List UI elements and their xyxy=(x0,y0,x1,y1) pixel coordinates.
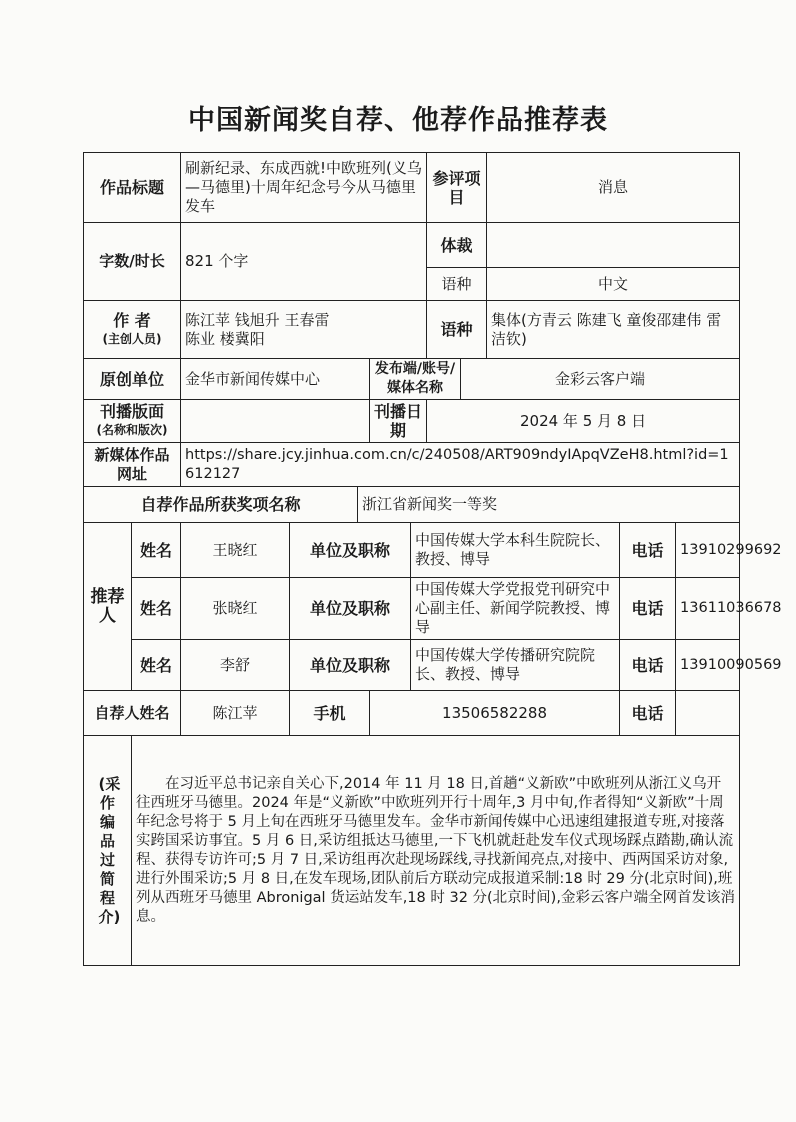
recommender-unit-label: 单位及职称 xyxy=(290,640,411,691)
recommender-name-label: 姓名 xyxy=(132,578,181,640)
recommender-3-phone: 13910090569 xyxy=(676,640,740,691)
publish-terminal-label: 发布端/账号/媒体名称 xyxy=(370,359,461,400)
page-section-label-main: 刊播版面 xyxy=(100,402,165,421)
award-name-value: 浙江省新闻奖一等奖 xyxy=(358,487,740,523)
self-phone-value xyxy=(676,691,740,736)
recommender-name-label: 姓名 xyxy=(132,640,181,691)
authors-line-1: 陈江苹 钱旭升 王春雷 xyxy=(185,310,330,329)
publish-date-value: 2024 年 5 月 8 日 xyxy=(427,400,740,443)
original-unit-value: 金华市新闻传媒中心 xyxy=(181,359,370,400)
genre-label: 体裁 xyxy=(427,223,487,268)
self-mobile-value: 13506582288 xyxy=(370,691,620,736)
author-label xyxy=(84,301,181,359)
new-media-url-value: https://share.jcy.jinhua.com.cn/c/240508/ART909ndyIApqVZeH8.html?id=1612127 xyxy=(181,443,740,487)
recommender-3-name: 李舒 xyxy=(181,640,290,691)
recommender-unit-label: 单位及职称 xyxy=(290,578,411,640)
eval-item-label: 参评项目 xyxy=(427,153,487,223)
recommender-1-name: 王晓红 xyxy=(181,523,290,578)
work-title-value: 刷新纪录、东成西就!中欧班列(义乌—马德里)十周年纪念号今从马德里发车 xyxy=(181,153,427,223)
self-phone-label: 电话 xyxy=(620,691,676,736)
authors-line-2: 陈业 楼冀阳 xyxy=(185,329,265,348)
language-small-value: 中文 xyxy=(487,268,740,301)
author-label-main: 作 者 xyxy=(113,310,151,330)
recommender-label: 推荐人 xyxy=(84,523,132,691)
page-section-label-sub: (名称和版次) xyxy=(96,423,168,437)
recommender-2-phone: 13611036678 xyxy=(676,578,740,640)
recommender-1-phone: 13910299692 xyxy=(676,523,740,578)
word-count-value: 821 个字 xyxy=(181,223,427,301)
new-media-url-label: 新媒体作品网址 xyxy=(84,443,181,487)
recommender-unit-label: 单位及职称 xyxy=(290,523,411,578)
genre-value xyxy=(487,223,740,268)
language-label: 语种 xyxy=(427,301,487,359)
publish-date-label: 刊播日期 xyxy=(370,400,427,443)
eval-item-value: 消息 xyxy=(487,153,740,223)
recommender-3-unit: 中国传媒大学传播研究院院长、教授、博导 xyxy=(411,640,620,691)
page-section-value xyxy=(181,400,370,443)
process-label-text: (采作编品过简程介) xyxy=(98,774,121,926)
recommender-name-label: 姓名 xyxy=(132,523,181,578)
recommender-1-unit: 中国传媒大学本科生院院长、教授、博导 xyxy=(411,523,620,578)
recommender-phone-label: 电话 xyxy=(620,640,676,691)
word-count-label: 字数/时长 xyxy=(84,223,181,301)
publish-terminal-value: 金彩云客户端 xyxy=(461,359,740,400)
authors-value xyxy=(181,301,427,359)
recommender-2-unit: 中国传媒大学党报党刊研究中心副主任、新闻学院教授、博导 xyxy=(411,578,620,640)
self-recommender-label: 自荐人姓名 xyxy=(84,691,181,736)
mobile-label: 手机 xyxy=(290,691,370,736)
self-recommender-name: 陈江苹 xyxy=(181,691,290,736)
recommender-phone-label: 电话 xyxy=(620,578,676,640)
page-section-label xyxy=(84,400,181,443)
language-value: 集体(方青云 陈建飞 童俊邵建伟 雷洁钦) xyxy=(487,301,740,359)
process-label xyxy=(84,736,132,966)
form-title: 中国新闻奖自荐、他荐作品推荐表 xyxy=(188,105,608,136)
language-small-label: 语种 xyxy=(427,268,487,301)
author-label-sub: (主创人员) xyxy=(102,331,162,346)
process-description: 在习近平总书记亲自关心下,2014 年 11 月 18 日,首趟“义新欧”中欧班列从浙江义乌开往西班牙马德里。2024 年是“义新欧”中欧班列开行十周年,3 月中旬,作者得知“义新欧”十周年纪念号将于 5 月上旬在西班牙马德里发车。金华市新闻传媒中心迅速组建报道专班,对接落实跨国采访事宜。5 月 6 日,采访组抵达马德里,一下飞机就赶赴发车仪式现场踩点踏勘,确认流程、获得专访许可;5 月 7 日,采访组再次赴现场踩线,寻找新闻亮点,对接中、西两国采访对象,进行外围采访;5 月 8 日,在发车现场,团队前后方联动完成报道采制:18 时 29 分(北京时间),班列从西班牙马德里 Abronigal 货运站发车,18 时 32 分(北京时间),金彩云客户端全网首发该消息。 xyxy=(132,736,740,966)
recommender-2-name: 张晓红 xyxy=(181,578,290,640)
recommendation-form xyxy=(83,152,782,966)
award-name-label: 自荐作品所获奖项名称 xyxy=(84,487,358,523)
recommender-phone-label: 电话 xyxy=(620,523,676,578)
work-title-label: 作品标题 xyxy=(84,153,181,223)
original-unit-label: 原创单位 xyxy=(84,359,181,400)
